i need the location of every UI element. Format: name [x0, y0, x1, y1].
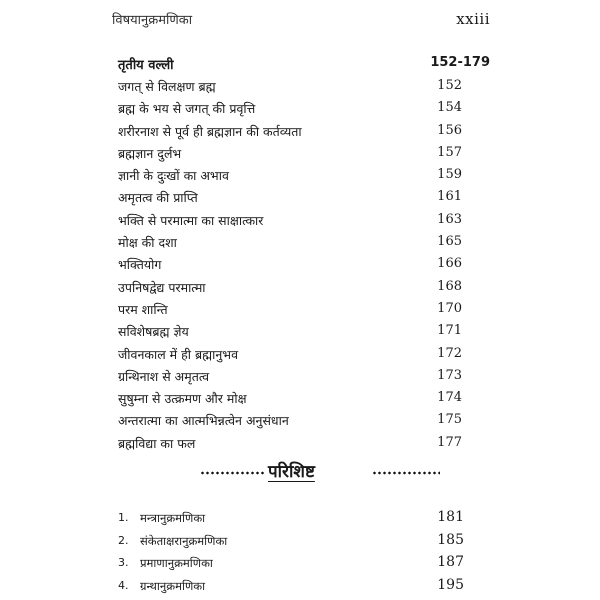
toc-entry	[118, 254, 462, 276]
section-heading	[118, 55, 490, 75]
toc-entry	[118, 321, 462, 343]
appendix-entry-page: 195	[437, 576, 464, 593]
page-header	[112, 10, 490, 32]
appendix-entry-title: ग्रन्थानुक्रमणिका	[140, 578, 206, 593]
toc-entry	[118, 121, 462, 143]
toc-entry	[118, 143, 462, 165]
appendix-entry-page: 187	[437, 554, 464, 571]
toc-entry-page: 168	[437, 278, 462, 294]
toc-entry-page: 154	[437, 100, 462, 116]
toc-entry-title: ब्रह्मज्ञान दुर्लभ	[118, 145, 182, 161]
toc-entry-page: 172	[437, 345, 462, 361]
toc-entry-page: 175	[437, 412, 462, 428]
toc-entry-page: 156	[437, 122, 462, 138]
toc-entry-title: उपनिषद्वेद्य परमात्मा	[118, 279, 206, 295]
appendix-entry	[118, 553, 464, 576]
toc-entry	[118, 410, 462, 432]
toc-entry-title: ज्ञानी के दुःखों का अभाव	[118, 168, 229, 184]
toc-entry-page: 171	[437, 323, 462, 339]
toc-entry	[118, 232, 462, 254]
toc-entry	[118, 187, 462, 209]
toc-entry-title: अमृतत्व की प्राप्ति	[118, 190, 198, 206]
dotted-leader-left	[200, 470, 264, 476]
toc-entry-title: सविशेषब्रह्म ज्ञेय	[118, 324, 189, 340]
toc-entry-page: 161	[437, 189, 462, 205]
toc-entry	[118, 98, 462, 120]
toc-entry-title: सुषुम्ना से उत्क्रमण और मोक्ष	[118, 391, 247, 407]
toc-entry-page: 173	[437, 367, 462, 383]
toc-entry-title: जीवनकाल में ही ब्रह्मानुभव	[118, 346, 239, 362]
appendix-entry-number: 2.	[118, 533, 129, 547]
toc-entry	[118, 366, 462, 388]
dotted-leader-right	[372, 470, 440, 476]
appendix-title: परिशिष्ट	[268, 462, 315, 482]
toc-entry-title: परम शान्ति	[118, 301, 168, 317]
toc-entry	[118, 433, 462, 455]
toc-entry	[118, 388, 462, 410]
appendix-entry-title: संकेताक्षरानुक्रमणिका	[140, 533, 228, 548]
appendix-entry	[118, 576, 464, 599]
appendix-list	[118, 508, 464, 598]
page-number: xxiii	[456, 10, 490, 28]
toc-entry-title: जगत् से विलक्षण ब्रह्म	[118, 79, 216, 94]
toc-entry	[118, 344, 462, 366]
section-title: तृतीय वल्ली	[118, 58, 174, 73]
toc-entry-page: 170	[437, 300, 462, 316]
appendix-entry-title: प्रमाणानुक्रमणिका	[140, 556, 213, 571]
section-page-range: 152-179	[430, 55, 490, 70]
toc-list	[118, 76, 462, 455]
toc-entry-title: ब्रह्म के भय से जगत् की प्रवृत्ति	[118, 101, 256, 117]
toc-entry	[118, 277, 462, 299]
toc-entry-title: भक्तियोग	[118, 257, 162, 273]
appendix-heading	[200, 462, 440, 492]
toc-entry-page: 159	[437, 167, 462, 183]
appendix-entry-number: 3.	[118, 556, 129, 570]
toc-entry	[118, 210, 462, 232]
appendix-entry	[118, 531, 464, 554]
toc-entry	[118, 299, 462, 321]
toc-entry-title: मोक्ष की दशा	[118, 235, 177, 251]
toc-entry-title: अन्तरात्मा का आत्मभिन्नत्वेन अनुसंधान	[118, 413, 289, 429]
toc-entry-page: 157	[437, 144, 462, 160]
appendix-entry-number: 1.	[118, 511, 129, 524]
toc-entry-title: शरीरनाश से पूर्व ही ब्रह्मज्ञान की कर्तव्यता	[118, 123, 302, 139]
toc-entry	[118, 165, 462, 187]
toc-entry-page: 163	[437, 211, 462, 227]
toc-entry	[118, 76, 462, 98]
toc-entry-title: भक्ति से परमात्मा का साक्षात्कार	[118, 212, 264, 228]
toc-entry-title: ब्रह्मविद्या का फल	[118, 435, 196, 451]
toc-entry-page: 166	[437, 256, 462, 272]
toc-entry-page: 177	[437, 434, 462, 450]
appendix-entry-title: मन्त्रानुक्रमणिका	[140, 511, 206, 525]
appendix-entry-page: 181	[437, 509, 464, 525]
toc-entry-page: 174	[437, 390, 462, 406]
running-title: विषयानुक्रमणिका	[112, 13, 193, 28]
toc-entry-page: 165	[437, 234, 462, 250]
appendix-entry-page: 185	[437, 531, 464, 548]
toc-entry-page: 152	[437, 78, 462, 93]
appendix-entry-number: 4.	[118, 578, 129, 592]
appendix-entry	[118, 508, 464, 531]
toc-entry-title: ग्रन्थिनाश से अमृतत्व	[118, 368, 210, 384]
